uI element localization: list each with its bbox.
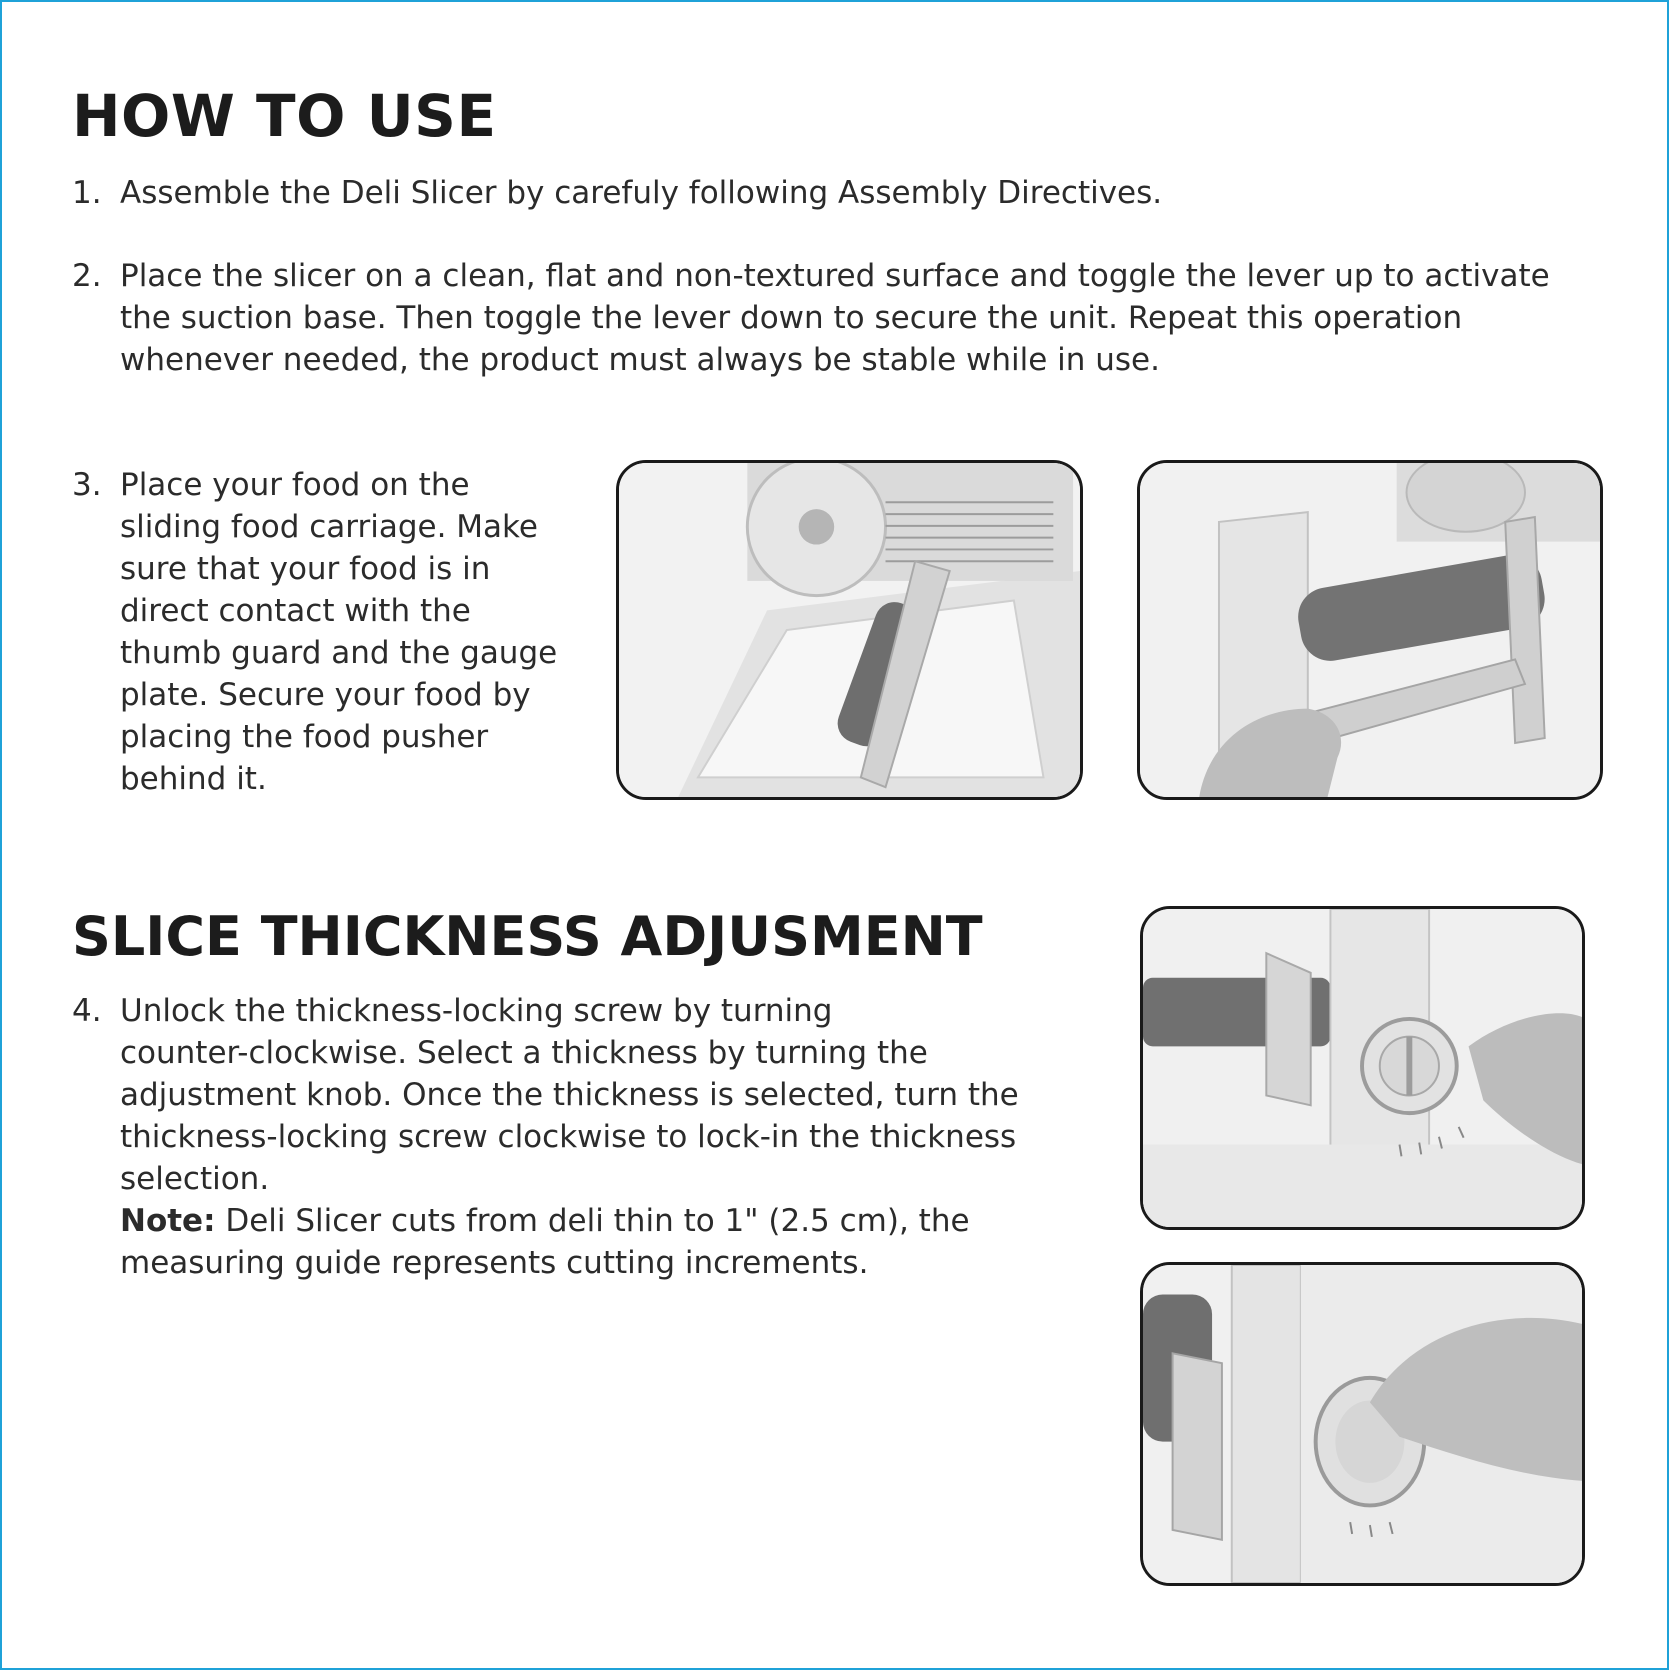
slicer-with-food-on-carriage-photo bbox=[616, 460, 1083, 800]
note bbox=[120, 1200, 1019, 1242]
step-text bbox=[120, 990, 1019, 1284]
note-text-continued: measuring guide represents cutting increments. bbox=[120, 1245, 869, 1281]
step-line: selection. bbox=[120, 1161, 270, 1197]
step-line: whenever needed, the product must always be stable while in use. bbox=[120, 342, 1160, 378]
how-to-use-heading: HOW TO USE bbox=[72, 82, 497, 150]
step-line: the suction base. Then toggle the lever down to secure the unit. Repeat this operation bbox=[120, 300, 1463, 336]
step-text bbox=[120, 255, 1550, 381]
step-number: 2. bbox=[72, 258, 102, 294]
step-line: sliding food carriage. Make bbox=[120, 509, 538, 545]
step-line: behind it. bbox=[120, 761, 267, 797]
step-number: 3. bbox=[72, 467, 102, 503]
step-1 bbox=[72, 172, 1572, 214]
step-line: Place your food on the bbox=[120, 467, 470, 503]
step-line: Place the slicer on a clean, flat and non-textured surface and toggle the lever up to activate bbox=[120, 258, 1550, 294]
step-2 bbox=[72, 255, 1632, 385]
hand-pushing-food-pusher-photo bbox=[1137, 460, 1603, 800]
slice-thickness-heading: SLICE THICKNESS ADJUSMENT bbox=[72, 905, 983, 968]
step-line: placing the food pusher bbox=[120, 719, 489, 755]
note-label: Note: bbox=[120, 1203, 216, 1239]
step-4 bbox=[72, 990, 1112, 1290]
step-line: counter-clockwise. Select a thickness by turning the bbox=[120, 1035, 928, 1071]
step-line: sure that your food is in bbox=[120, 551, 491, 587]
step-line: plate. Secure your food by bbox=[120, 677, 531, 713]
hand-turning-thickness-knob-photo bbox=[1140, 906, 1585, 1230]
step-line: adjustment knob. Once the thickness is selected, turn the bbox=[120, 1077, 1019, 1113]
step-3 bbox=[72, 464, 592, 804]
note-text: Deli Slicer cuts from deli thin to 1" (2.5 cm), the bbox=[215, 1203, 970, 1239]
step-text: Assemble the Deli Slicer by carefuly following Assembly Directives. bbox=[120, 175, 1163, 211]
step-line: Unlock the thickness-locking screw by turning bbox=[120, 993, 833, 1029]
hand-turning-locking-screw-photo bbox=[1140, 1262, 1585, 1586]
step-line: thumb guard and the gauge bbox=[120, 635, 558, 671]
step-line: direct contact with the bbox=[120, 593, 471, 629]
step-number: 1. bbox=[72, 175, 102, 211]
step-line: thickness-locking screw clockwise to lock-in the thickness bbox=[120, 1119, 1017, 1155]
step-number: 4. bbox=[72, 993, 102, 1029]
step-text bbox=[120, 464, 557, 800]
